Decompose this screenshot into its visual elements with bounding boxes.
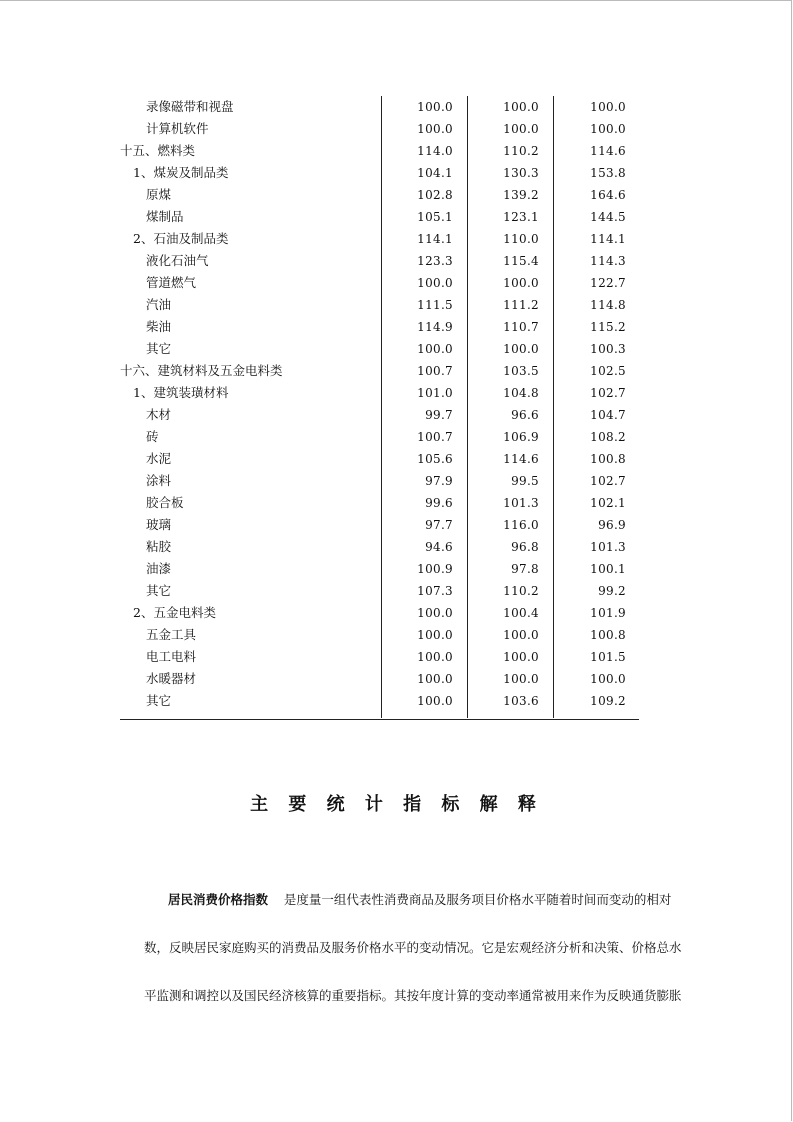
index-value-col1: 100.7 bbox=[417, 430, 453, 444]
row-label: 2、五金电料类 bbox=[133, 605, 216, 620]
index-value-col2: 103.5 bbox=[503, 364, 539, 378]
table-row bbox=[120, 602, 639, 624]
index-value-col3: 100.0 bbox=[590, 672, 626, 686]
table-row bbox=[120, 338, 639, 360]
index-value-col2: 100.0 bbox=[503, 122, 539, 136]
index-value-col1: 101.0 bbox=[417, 386, 453, 400]
row-label: 汽油 bbox=[146, 297, 172, 312]
table-row bbox=[120, 448, 639, 470]
index-value-col2: 114.6 bbox=[503, 452, 539, 466]
index-value-col2: 111.2 bbox=[503, 298, 539, 312]
index-value-col3: 114.1 bbox=[590, 232, 626, 246]
index-value-col2: 96.8 bbox=[511, 540, 539, 554]
index-value-col3: 114.6 bbox=[590, 144, 626, 158]
index-value-col3: 99.2 bbox=[598, 584, 626, 598]
index-value-col2: 100.4 bbox=[503, 606, 539, 620]
index-value-col1: 111.5 bbox=[417, 298, 453, 312]
table-row bbox=[120, 316, 639, 338]
index-value-col1: 94.6 bbox=[425, 540, 453, 554]
index-value-col3: 101.3 bbox=[590, 540, 626, 554]
table-row bbox=[120, 294, 639, 316]
index-value-col2: 110.7 bbox=[503, 320, 539, 334]
index-value-col2: 104.8 bbox=[503, 386, 539, 400]
index-value-col2: 116.0 bbox=[503, 518, 539, 532]
table-row bbox=[120, 140, 639, 162]
row-label: 五金工具 bbox=[146, 627, 197, 642]
row-label: 1、煤炭及制品类 bbox=[133, 165, 229, 180]
index-value-col2: 110.2 bbox=[503, 144, 539, 158]
index-value-col3: 100.1 bbox=[590, 562, 626, 576]
table-row bbox=[120, 272, 639, 294]
index-value-col3: 114.8 bbox=[590, 298, 626, 312]
row-label: 木材 bbox=[146, 407, 172, 422]
row-label: 砖 bbox=[146, 429, 159, 444]
definition-term: 居民消费价格指数 bbox=[168, 892, 269, 907]
index-value-col1: 105.6 bbox=[417, 452, 453, 466]
index-value-col3: 96.9 bbox=[598, 518, 626, 532]
index-value-col2: 130.3 bbox=[503, 166, 539, 180]
definition-line-3: 平监测和调控以及国民经济核算的重要指标。其按年度计算的变动率通常被用来作为反映通货膨胀 bbox=[144, 988, 682, 1003]
table-row bbox=[120, 668, 639, 690]
row-label: 电工电料 bbox=[146, 649, 197, 664]
index-value-col1: 97.9 bbox=[425, 474, 453, 488]
table-row bbox=[120, 118, 639, 140]
index-value-col3: 115.2 bbox=[590, 320, 626, 334]
table-row bbox=[120, 536, 639, 558]
index-value-col3: 108.2 bbox=[590, 430, 626, 444]
index-value-col3: 122.7 bbox=[590, 276, 626, 290]
row-label: 柴油 bbox=[146, 319, 172, 334]
index-value-col1: 104.1 bbox=[417, 166, 453, 180]
index-value-col3: 102.7 bbox=[590, 474, 626, 488]
row-label: 煤制品 bbox=[146, 209, 184, 224]
row-label: 玻璃 bbox=[146, 517, 172, 532]
table-row bbox=[120, 206, 639, 228]
price-index-table bbox=[120, 96, 639, 720]
index-value-col3: 102.1 bbox=[590, 496, 626, 510]
index-value-col1: 100.7 bbox=[417, 364, 453, 378]
index-value-col3: 101.9 bbox=[590, 606, 626, 620]
index-value-col2: 139.2 bbox=[503, 188, 539, 202]
table-row bbox=[120, 184, 639, 206]
index-value-col2: 110.2 bbox=[503, 584, 539, 598]
index-value-col1: 100.0 bbox=[417, 694, 453, 708]
row-label: 其它 bbox=[146, 341, 172, 356]
table-row bbox=[120, 580, 639, 602]
index-value-col3: 114.3 bbox=[590, 254, 626, 268]
index-value-col3: 153.8 bbox=[590, 166, 626, 180]
table-row bbox=[120, 514, 639, 536]
table-row bbox=[120, 470, 639, 492]
table-row bbox=[120, 250, 639, 272]
index-value-col2: 99.5 bbox=[511, 474, 539, 488]
index-value-col1: 114.9 bbox=[417, 320, 453, 334]
table-row bbox=[120, 646, 639, 668]
row-label: 粘胶 bbox=[146, 539, 172, 554]
index-value-col1: 100.0 bbox=[417, 628, 453, 642]
index-value-col3: 100.3 bbox=[590, 342, 626, 356]
index-value-col2: 101.3 bbox=[503, 496, 539, 510]
row-label: 水泥 bbox=[146, 451, 172, 466]
index-value-col2: 115.4 bbox=[503, 254, 539, 268]
row-label: 十六、建筑材料及五金电料类 bbox=[120, 363, 283, 378]
index-value-col2: 100.0 bbox=[503, 342, 539, 356]
definition-text-1: 是度量一组代表性消费商品及服务项目价格水平随着时间而变动的相对 bbox=[283, 892, 672, 907]
row-label: 录像磁带和视盘 bbox=[146, 99, 234, 114]
table-row bbox=[120, 690, 639, 712]
index-value-col3: 164.6 bbox=[590, 188, 626, 202]
index-value-col1: 100.0 bbox=[417, 650, 453, 664]
index-value-col1: 97.7 bbox=[425, 518, 453, 532]
index-value-col3: 109.2 bbox=[590, 694, 626, 708]
table-row bbox=[120, 360, 639, 382]
index-value-col1: 114.1 bbox=[417, 232, 453, 246]
index-value-col2: 100.0 bbox=[503, 100, 539, 114]
index-value-col3: 101.5 bbox=[590, 650, 626, 664]
index-value-col1: 100.0 bbox=[417, 342, 453, 356]
index-value-col2: 97.8 bbox=[511, 562, 539, 576]
index-value-col2: 123.1 bbox=[503, 210, 539, 224]
index-value-col3: 100.8 bbox=[590, 628, 626, 642]
index-value-col3: 144.5 bbox=[590, 210, 626, 224]
table-row bbox=[120, 96, 639, 118]
row-label: 原煤 bbox=[146, 187, 172, 202]
index-value-col1: 105.1 bbox=[417, 210, 453, 224]
row-label: 管道燃气 bbox=[146, 275, 197, 290]
index-value-col2: 100.0 bbox=[503, 628, 539, 642]
row-label: 计算机软件 bbox=[146, 121, 209, 136]
index-value-col2: 100.0 bbox=[503, 276, 539, 290]
table-row bbox=[120, 162, 639, 184]
table-row bbox=[120, 228, 639, 250]
table-row bbox=[120, 558, 639, 580]
index-value-col2: 103.6 bbox=[503, 694, 539, 708]
index-value-col1: 107.3 bbox=[417, 584, 453, 598]
index-value-col2: 96.6 bbox=[511, 408, 539, 422]
section-title: 主 要 统 计 指 标 解 释 bbox=[250, 794, 543, 815]
definition-line-2: 数，反映居民家庭购买的消费品及服务价格水平的变动情况。它是宏观经济分析和决策、价格总水 bbox=[144, 940, 682, 955]
index-value-col3: 100.8 bbox=[590, 452, 626, 466]
index-value-col3: 104.7 bbox=[590, 408, 626, 422]
index-value-col3: 102.7 bbox=[590, 386, 626, 400]
row-label: 液化石油气 bbox=[146, 253, 209, 268]
row-label: 十五、燃料类 bbox=[120, 143, 196, 158]
index-value-col1: 123.3 bbox=[417, 254, 453, 268]
row-label: 其它 bbox=[146, 693, 172, 708]
table-row bbox=[120, 382, 639, 404]
table-row bbox=[120, 624, 639, 646]
row-label: 水暖器材 bbox=[146, 671, 197, 686]
index-value-col3: 100.0 bbox=[590, 100, 626, 114]
index-value-col1: 99.6 bbox=[425, 496, 453, 510]
table-row bbox=[120, 426, 639, 448]
row-label: 涂料 bbox=[146, 473, 172, 488]
table-row bbox=[120, 404, 639, 426]
index-value-col1: 100.0 bbox=[417, 122, 453, 136]
row-label: 油漆 bbox=[146, 561, 172, 576]
index-value-col1: 114.0 bbox=[417, 144, 453, 158]
index-value-col1: 99.7 bbox=[425, 408, 453, 422]
row-label: 1、建筑装璜材料 bbox=[133, 385, 229, 400]
index-value-col3: 100.0 bbox=[590, 122, 626, 136]
index-value-col2: 100.0 bbox=[503, 650, 539, 664]
index-value-col1: 100.0 bbox=[417, 276, 453, 290]
index-value-col2: 110.0 bbox=[503, 232, 539, 246]
index-value-col1: 102.8 bbox=[417, 188, 453, 202]
row-label: 胶合板 bbox=[146, 495, 184, 510]
index-value-col1: 100.0 bbox=[417, 100, 453, 114]
index-value-col2: 106.9 bbox=[503, 430, 539, 444]
definition-line-1 bbox=[168, 890, 672, 910]
index-value-col1: 100.0 bbox=[417, 672, 453, 686]
row-label: 其它 bbox=[146, 583, 172, 598]
index-value-col2: 100.0 bbox=[503, 672, 539, 686]
table-row bbox=[120, 492, 639, 514]
index-value-col1: 100.0 bbox=[417, 606, 453, 620]
row-label: 2、石油及制品类 bbox=[133, 231, 229, 246]
index-value-col3: 102.5 bbox=[590, 364, 626, 378]
index-value-col1: 100.9 bbox=[417, 562, 453, 576]
